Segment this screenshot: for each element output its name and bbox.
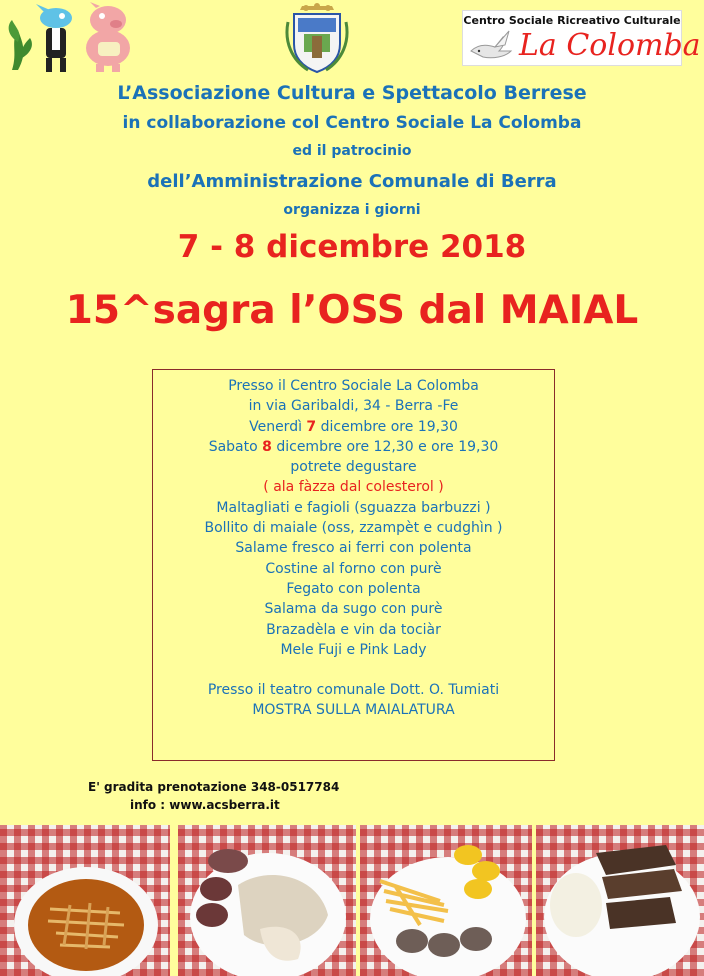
menu-item: Costine al forno con purè (265, 560, 442, 577)
menu-item: Mele Fuji e Pink Lady (280, 641, 427, 658)
taste-line: potrete degustare (290, 459, 417, 476)
friday-day: 7 (306, 418, 317, 435)
saturday-day: 8 (262, 438, 272, 455)
menu-item: Fegato con polenta (286, 580, 421, 597)
la-colomba-logo (462, 10, 701, 66)
dove-icon (469, 29, 513, 63)
logo-subtitle: Centro Sociale Ricreativo Culturale (463, 14, 681, 27)
menu-item: Maltagliati e fagioli (sguazza barbuzzi ) (216, 499, 491, 516)
booking-phone: E' gradita prenotazione 348-0517784 (88, 780, 340, 794)
details-box (152, 369, 555, 761)
menu-item: Bollito di maiale (oss, zzampèt e cudghìn ) (204, 520, 503, 537)
theatre-line: Presso il teatro comunale Dott. O. Tumiati (207, 682, 500, 699)
menu-item: Salama da sugo con purè (264, 601, 443, 618)
administration-line: dell’Amministrazione Comunale di Berra (147, 171, 557, 192)
organizes-line: organizza i giorni (283, 202, 421, 218)
logo-title: La Colomba (519, 28, 701, 63)
patronage-line: ed il patrocinio (292, 143, 412, 159)
address-line: in via Garibaldi, 34 - Berra -Fe (248, 398, 459, 415)
photo-sausage-fries (360, 825, 532, 976)
saturday-schedule: Sabato 8 dicembre ore 12,30 e ore 19,30 (208, 438, 499, 455)
photo-boiled-pork (178, 825, 356, 976)
organizer-line: L’Associazione Cultura e Spettacolo Berrese (117, 82, 587, 104)
photo-bean-soup (0, 825, 170, 976)
menu-item: Salame fresco ai ferri con polenta (235, 540, 472, 557)
motto-line: ( ala fàzza dal colesterol ) (263, 479, 444, 496)
coat-of-arms-emblem (284, 2, 350, 74)
friday-schedule: Venerdì 7 dicembre ore 19,30 (249, 418, 458, 435)
info-website[interactable]: info : www.acsberra.it (130, 798, 280, 812)
location-line: Presso il Centro Sociale La Colomba (228, 378, 479, 394)
event-dates: 7 - 8 dicembre 2018 (177, 229, 527, 265)
photo-ribs-puree (536, 825, 704, 976)
exhibition-line: MOSTRA SULLA MAIALATURA (252, 702, 455, 719)
event-title: 15^sagra l’OSS dal MAIAL (65, 288, 639, 333)
collaboration-line: in collaborazione col Centro Sociale La Colomba (122, 113, 582, 133)
menu-item: Brazadèla e vin da tociàr (266, 621, 441, 638)
cartoon-illustration (4, 2, 144, 74)
